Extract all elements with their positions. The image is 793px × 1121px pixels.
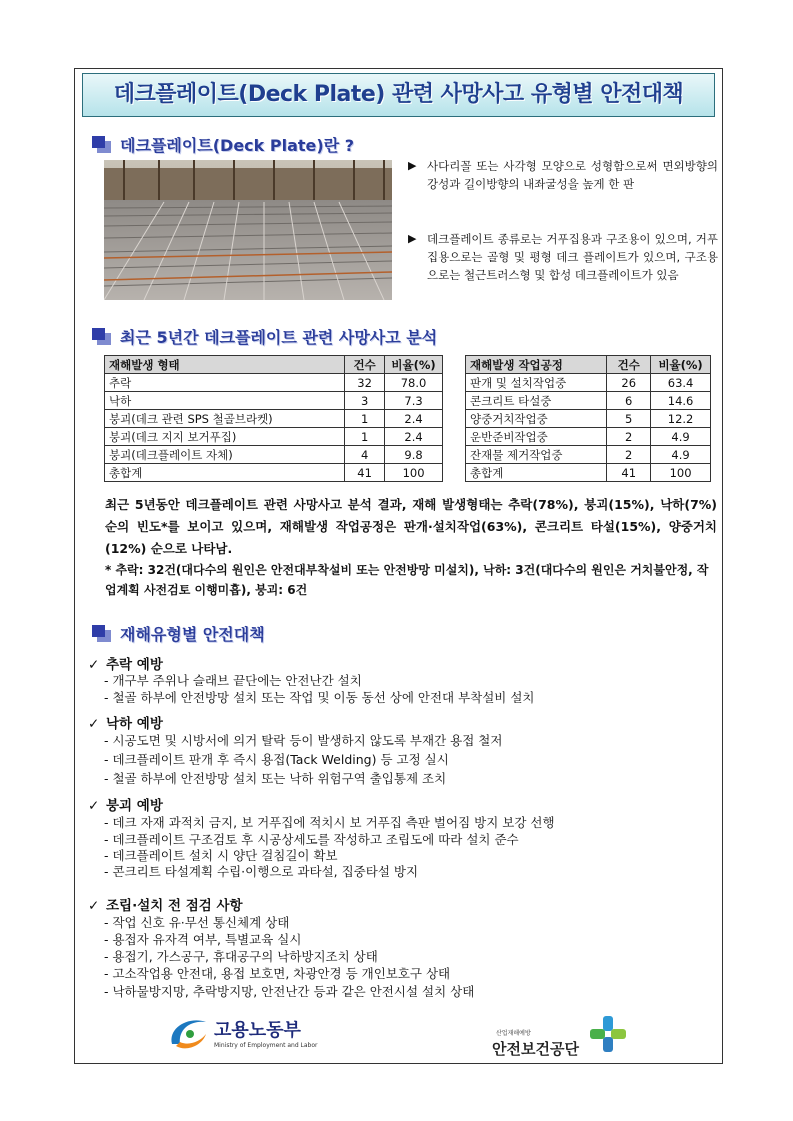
square-bullet-icon — [92, 625, 112, 643]
checkmark-icon: ✓ — [88, 657, 100, 673]
work-process-table — [465, 355, 711, 482]
list-item: - 용접자 유자격 여부, 특별교육 실시 — [104, 932, 302, 947]
kosha-logo: 산업재해예방 안전보건공단 — [488, 1012, 638, 1056]
table-row: 붕괴(데크 관련 SPS 철골브라켓) 1 2.4 — [105, 410, 443, 428]
category-pre-inspection: ✓ 조립·설치 전 점검 사항 — [88, 898, 243, 914]
table-row: 판개 및 설치작업중 26 63.4 — [466, 374, 711, 392]
table-row: 붕괴(데크플레이트 자체) 4 9.8 — [105, 446, 443, 464]
table-row: 잔재물 제거작업중 2 4.9 — [466, 446, 711, 464]
square-bullet-icon — [92, 136, 112, 154]
category-fall-prevention: ✓ 추락 예방 — [88, 657, 163, 673]
table-row: 붕괴(데크 지지 보거푸집) 1 2.4 — [105, 428, 443, 446]
checkmark-icon: ✓ — [88, 798, 100, 814]
list-item: - 시공도면 및 시방서에 의거 탈락 등이 발생하지 않도록 부재간 용접 철저 — [104, 733, 503, 748]
section-heading-deck-plate: 데크플레이트(Deck Plate)란 ? — [92, 133, 354, 156]
table-header-row: 재해발생 형태 건수 비율(%) — [105, 356, 443, 374]
category-drop-prevention: ✓ 낙하 예방 — [88, 716, 163, 732]
list-item: - 작업 신호 유·무선 통신체계 상태 — [104, 915, 290, 930]
checkmark-icon: ✓ — [88, 716, 100, 732]
checkmark-icon: ✓ — [88, 898, 100, 914]
ministry-logo: 고용노동부 Ministry of Employment and Labor — [166, 1014, 356, 1054]
triangle-bullet-icon: ▶ — [408, 159, 417, 172]
list-item: - 철골 하부에 안전방망 설치 또는 작업 및 이동 동선 상에 안전대 부착설비 설치 — [104, 690, 535, 705]
list-item: - 개구부 주위나 슬래브 끝단에는 안전난간 설치 — [104, 673, 362, 688]
category-collapse-prevention: ✓ 붕괴 예방 — [88, 798, 163, 814]
list-item: - 용접기, 가스공구, 휴대공구의 낙하방지조치 상태 — [104, 949, 378, 964]
table-row: 운반준비작업중 2 4.9 — [466, 428, 711, 446]
list-item: - 고소작업용 안전대, 용접 보호면, 차광안경 등 개인보호구 상태 — [104, 966, 451, 981]
list-item: - 데크플레이트 판개 후 즉시 용접(Tack Welding) 등 고정 실시 — [104, 752, 449, 767]
table-total-row: 총합계 41 100 — [105, 464, 443, 482]
list-item: - 데크 자재 과적치 금지, 보 거푸집에 적치시 보 거푸집 측판 벌어짐 방지 보강 선행 — [104, 815, 555, 830]
section-heading-analysis: 최근 5년간 데크플레이트 관련 사망사고 분석 — [92, 325, 437, 348]
ministry-emblem-icon — [166, 1014, 210, 1054]
table-header-row: 재해발생 작업공정 건수 비율(%) — [466, 356, 711, 374]
section-heading-measures: 재해유형별 안전대책 — [92, 622, 265, 645]
list-item: - 데크플레이트 설치 시 양단 걸침길이 확보 — [104, 848, 338, 863]
kosha-cross-icon — [588, 1014, 628, 1054]
table-total-row: 총합계 41 100 — [466, 464, 711, 482]
title-banner — [82, 73, 715, 117]
accident-type-table — [104, 355, 443, 482]
table-row: 양중거치작업중 5 12.2 — [466, 410, 711, 428]
deck-plate-photo — [104, 160, 392, 300]
table-row: 콘크리트 타설중 6 14.6 — [466, 392, 711, 410]
triangle-bullet-icon: ▶ — [408, 232, 417, 245]
list-item: - 낙하물방지망, 추락방지망, 안전난간 등과 같은 안전시설 설치 상태 — [104, 984, 475, 999]
analysis-footnote: * 추락: 32건(대다수의 원인은 안전대부착설비 또는 안전방망 미설치), 낙하: 3건(대다수의 원인은 거치불안정, 작업계획 사전검토 이행미흡), 붕괴: 6건 — [105, 563, 709, 597]
list-item: - 콘크리트 타설계획 수립·이행으로 과타설, 집중타설 방지 — [104, 864, 419, 879]
page-title: 데크플레이트(Deck Plate) 관련 사망사고 유형별 안전대책 — [113, 82, 684, 107]
list-item: - 데크플레이트 구조검토 후 시공상세도를 작성하고 조립도에 따라 설치 준수 — [104, 832, 519, 847]
analysis-summary: 최근 5년동안 데크플레이트 관련 사망사고 분석 결과, 재해 발생형태는 추락(78%), 붕괴(15%), 낙하(7%) 순의 빈도*를 보이고 있으며, 재해발생 작업공정은 판개·설치작업(63%), 콘크리트 타설(15%), 양중거치(12%) 순으로 나타남. — [105, 497, 717, 556]
square-bullet-icon — [92, 328, 112, 346]
list-item: - 철골 하부에 안전방망 설치 또는 낙하 위험구역 출입통제 조치 — [104, 771, 447, 786]
table-row: 추락 32 78.0 — [105, 374, 443, 392]
definition-point-1: ▶ 사다리꼴 또는 사각형 모양으로 성형함으로써 면외방향의 강성과 길이방향의 내좌굴성을 높게 한 판 — [408, 159, 718, 191]
definition-point-2: ▶ 데크플레이트 종류로는 거푸집용과 구조용이 있으며, 거푸집용으로는 골형 및 평형 데크 플레이트가 있으며, 구조용으로는 철근트러스형 및 합성 데크플레이트가 있음 — [408, 232, 718, 282]
table-row: 낙하 3 7.3 — [105, 392, 443, 410]
